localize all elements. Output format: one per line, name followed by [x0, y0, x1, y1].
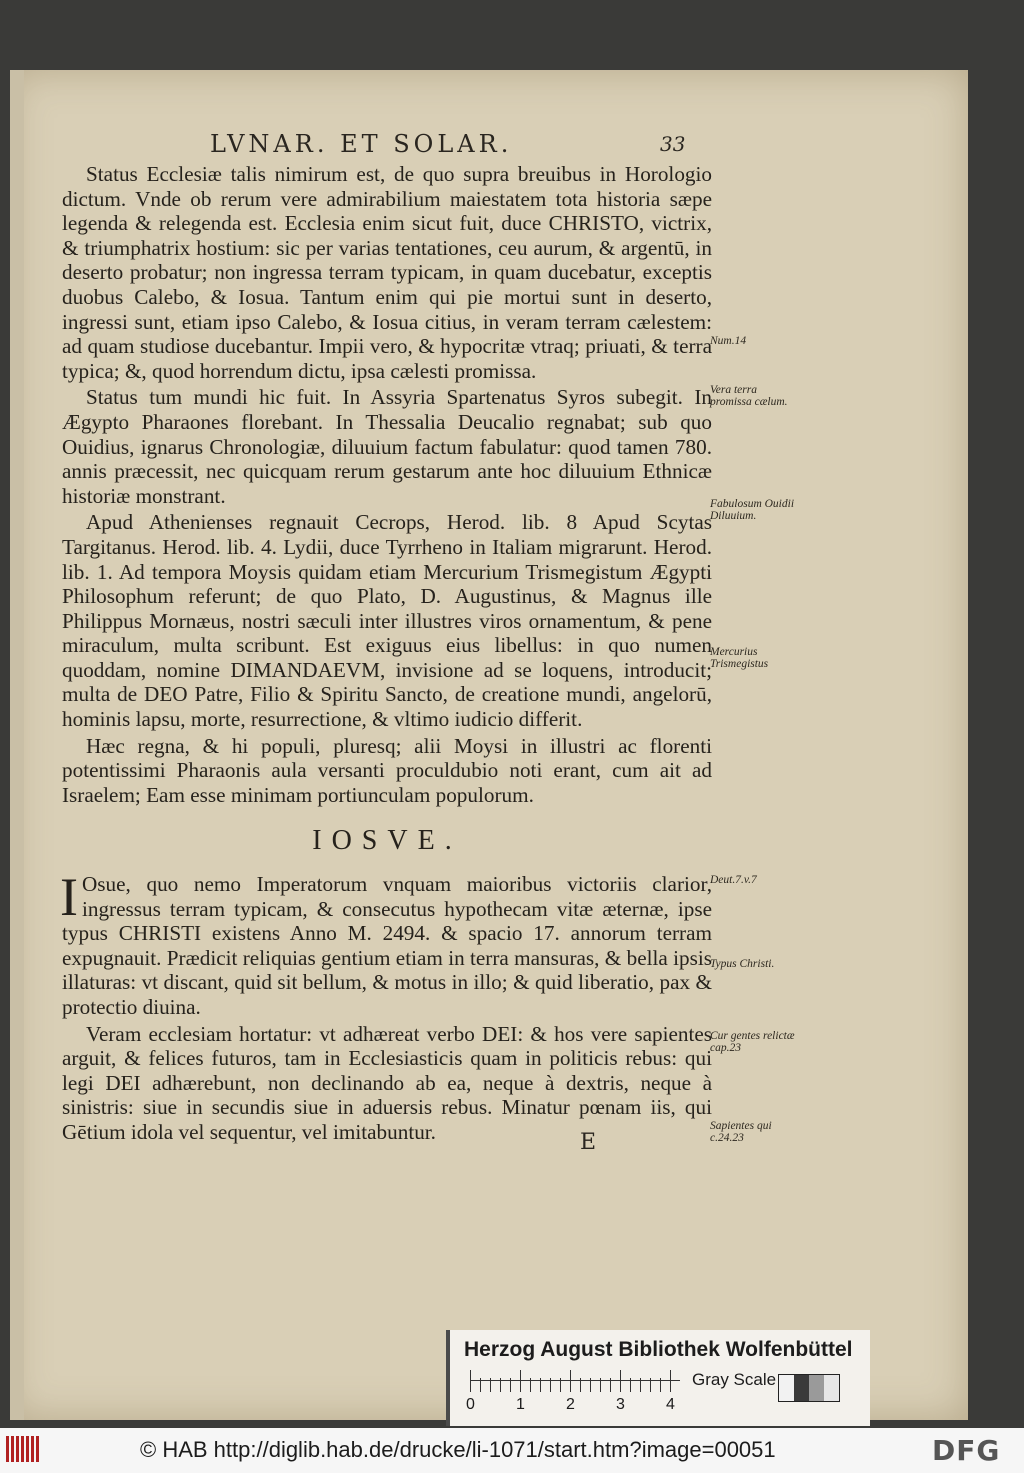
gray-patch: [794, 1375, 809, 1401]
paragraph-status-mundi: Status tum mundi hic fuit. In Assyria Spartenatus Syros subegit. In Ægypto Pharaones florebant. In Thessalia Deucalio regnabat; sub quo Ouidius, ignarus Chronologiæ, diluuium factum fabulatur: quod tamen 780. annis præcessit, nec quicquam rerum gestarum ante hoc diluuium Ethnicæ historiæ monstrant.: [62, 385, 712, 508]
gray-scale-label: Gray Scale: [692, 1370, 777, 1389]
folio-number: 33: [660, 132, 686, 156]
main-text: [62, 162, 712, 1147]
margin-note: Vera terra promissa cælum.: [710, 384, 788, 408]
library-name: Herzog August Bibliothek Wolfenbüttel: [464, 1338, 853, 1361]
gray-patch: [779, 1375, 794, 1401]
scale-number: 3: [616, 1396, 625, 1413]
gray-patch: [824, 1375, 839, 1401]
margin-note: Mercurius Trismegistus: [710, 646, 769, 670]
drop-cap: I: [60, 867, 78, 928]
margin-note: Fabulosum Ouidii Diluuium.: [710, 498, 795, 522]
margin-note: Sapientes qui c.24.23: [710, 1120, 772, 1144]
hab-logo-icon: [6, 1436, 40, 1464]
paragraph-status-ecclesiae: Status Ecclesiæ talis nimirum est, de quo supra breuibus in Horologio dictum. Vnde ob rerum vere admirabilium maiestatem tota historia sæpe legenda & relegenda est. Ecclesia enim sicut fuit, duce CHRISTO, victrix, & triumphatrix hostium: sic per varias tentationes, ceu aurum, & argentū, in deserto probatur; non ingressa terram typicam, in quam ducebatur, exceptis duobus Calebo, & Iosua. Tantum enim qui pie mortui sunt in deserto, ingressi sunt, etiam ipso Calebo, & Iosua citius, in veram terram cælestem: ad quam studiose ducebantur. Impii vero, & hypocritæ vtraq; priuati, & terra typica; &, quod horrendum dictu, ipsa cælesti promissa.: [62, 162, 712, 383]
page-header: [10, 130, 968, 160]
scale-ruler: [470, 1370, 680, 1394]
paragraph-iosue-text: Osue, quo nemo Imperatorum vnquam maioribus victoriis clarior, ingressus terram typicam, & consecutus hypothecam vitæ æternæ, ipse typus CHRISTI existens Anno M. 2494. & spacio 17. annorum terram expugnauit. Prædicit reliquias gentium etiam in terra mansuras, & bella ipsis illaturas: vt discant, quid sit bellum, & motus in illo; & quid liberatio, pax & protectio diuina.: [62, 872, 712, 1019]
signature-mark: E: [580, 1130, 597, 1155]
margin-note: Typus Christi.: [710, 958, 775, 970]
gray-scale-patches: [778, 1374, 840, 1402]
page-gutter-edge: [10, 70, 24, 1420]
footer-bar: [0, 1428, 1024, 1473]
scale-number: 4: [666, 1396, 675, 1413]
book-page: [10, 70, 968, 1420]
paragraph-athenienses: Apud Athenienses regnauit Cecrops, Herod. lib. 8 Apud Scytas Targitanus. Herod. lib. 4. Lydii, duce Tyrrheno in Italiam migrarunt. Herod. lib. 1. Ad tempora Moysis quidam etiam Mercurium Trismegistum Ægypti Philosophum referunt; de quo Plato, D. Augustinus, & Magnus ille Philippus Mornæus, nostri sæculi inter illustres viros ornamentum, & pene miraculum, multa scribunt. Est exiguus eius libellus: in quo numen quoddam, nomine DIMANDAEVM, invisione ad se loquens, introducit; multa de DEO Patre, Filio & Spiritu Sancto, de creatione mundi, angelorū, hominis lapsu, morte, resurrectione, & vltimo iudicio differit.: [62, 510, 712, 732]
scale-number: 0: [466, 1396, 475, 1413]
margin-note: Cur gentes relictæ cap.23: [710, 1030, 795, 1054]
dfg-logo: DFG: [932, 1434, 1001, 1467]
margin-note: Num.14: [710, 335, 747, 347]
paragraph-haec-regna: Hæc regna, & hi populi, pluresq; alii Moysi in illustri ac florenti potentissimi Pharaonis aula versanti proculdubio noti erant, cum ait ad Israelem; Eam esse minimam portiunculam populorum.: [62, 733, 712, 807]
section-title: IOSVE.: [312, 825, 462, 857]
paragraph-iosue: [60, 867, 712, 1020]
library-color-card: [446, 1330, 870, 1426]
margin-note: Deut.7.v.7: [710, 874, 757, 886]
gray-patch: [809, 1375, 824, 1401]
running-head: LVNAR. ET SOLAR.: [210, 130, 513, 158]
paragraph-veram-ecclesiam: Veram ecclesiam hortatur: vt adhæreat verbo DEI: & hos vere sapientes arguit, & felices futuros, tam in Ecclesiasticis quam in politicis rebus: qui legi DEI adhærebunt, non declinando ab ea, neque à dextris, neque à sinistris: siue in secundis siue in aduersis rebus. Minatur pœnam iis, qui Gētium idola vel sequentur, vel imitabuntur.: [62, 1021, 712, 1144]
copyright-url[interactable]: © HAB http://diglib.hab.de/drucke/li-1071/start.htm?image=00051: [140, 1437, 776, 1462]
scale-number: 1: [516, 1396, 525, 1413]
scale-number: 2: [566, 1396, 575, 1413]
